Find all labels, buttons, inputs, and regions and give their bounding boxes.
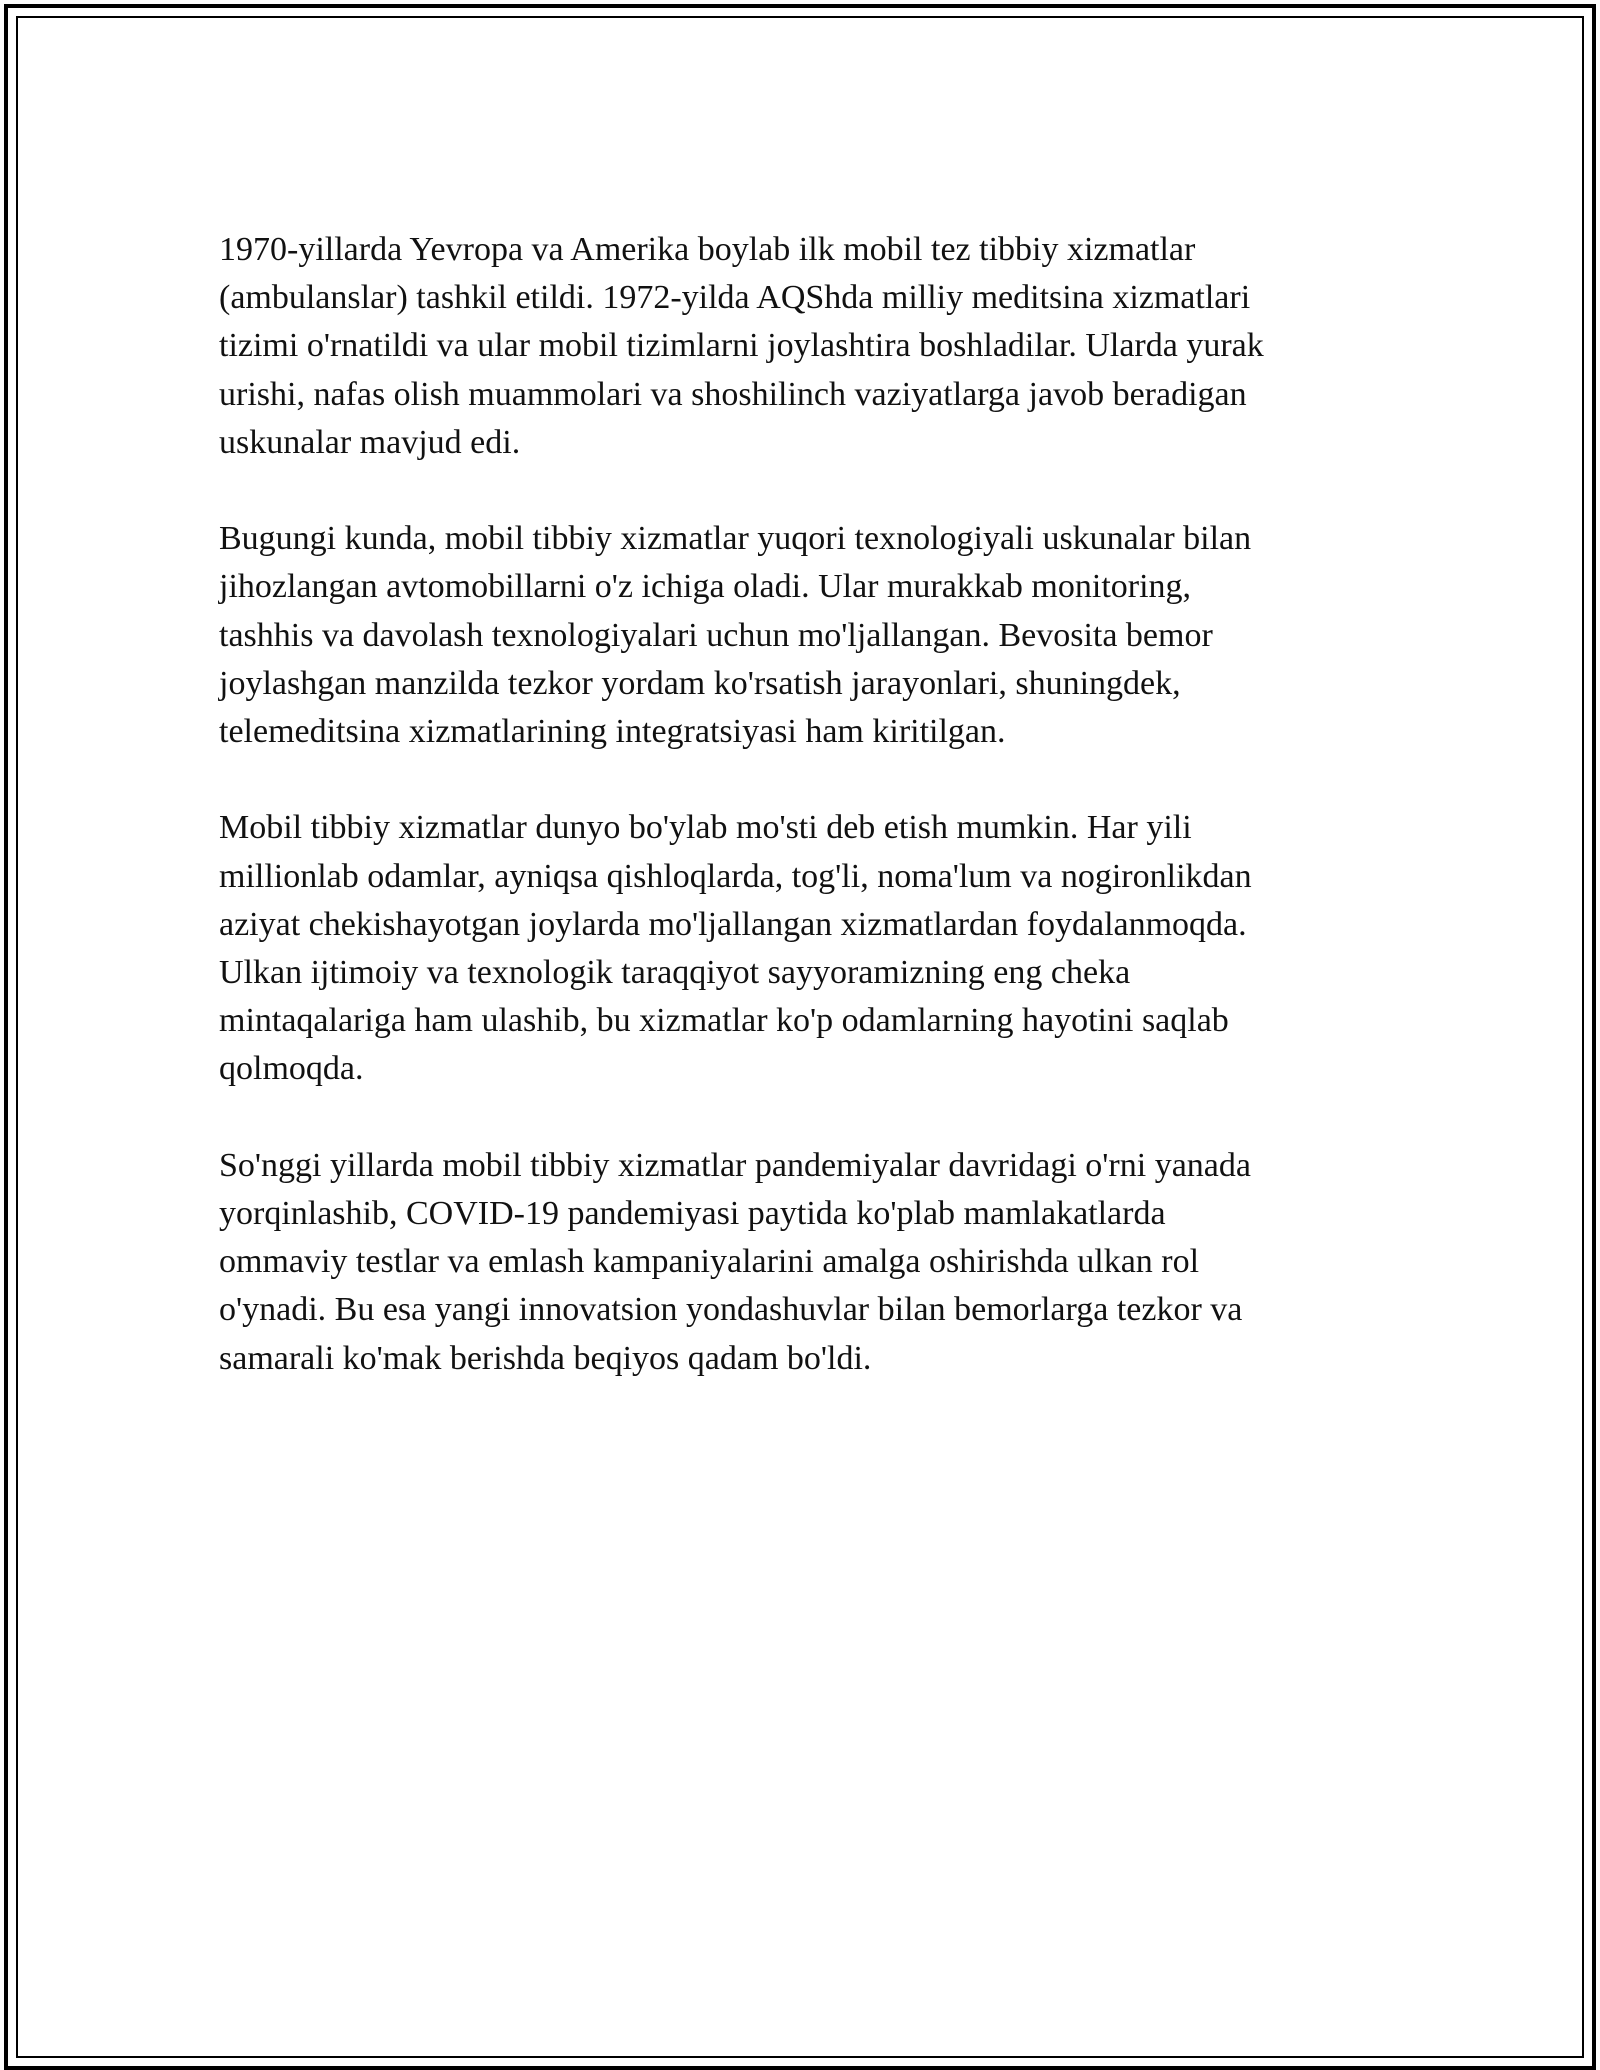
document-body [219, 226, 1379, 1431]
paragraph-history: 1970-yillarda Yevropa va Amerika boylab ilk mobil tez tibbiy xizmatlar (ambulanslar) tashkil etildi. 1972-yilda AQShda milliy meditsina xizmatlari tizimi o'rnatildi va ular mobil tizimlarni joylashtira boshladilar. Ularda yurak urishi, nafas olish muammolari va shoshilinch vaziyatlarga javob beradigan uskunalar mavjud edi. [219, 231, 1264, 461]
paragraph-pandemic-role: So'nggi yillarda mobil tibbiy xizmatlar pandemiyalar davridagi o'rni yanada yorqinlashib, COVID-19 pandemiyasi paytida ko'plab mamlakatlarda ommaviy testlar va emlash kampaniyalarini amalga oshirishda ulkan rol o'ynadi. Bu esa yangi innovatsion yondashuvlar bilan bemorlarga tezkor va samarali ko'mak berishda beqiyos qadam bo'ldi. [219, 1146, 1251, 1377]
paragraph-global-impact: Mobil tibbiy xizmatlar dunyo bo'ylab mo'sti deb etish mumkin. Har yili millionlab odamlar, ayniqsa qishloqlarda, tog'li, noma'lum va nogironlikdan aziyat chekishayotgan joylarda mo'ljallangan xizmatlardan foydalanmoqda. Ulkan ijtimoiy va texnologik taraqqiyot sayyoramizning eng cheka mintaqalariga ham ulashib, bu xizmatlar ko'p odamlarning hayotini saqlab qolmoqda. [219, 809, 1252, 1088]
paragraph-modern-services: Bugungi kunda, mobil tibbiy xizmatlar yuqori texnologiyali uskunalar bilan jihozlangan avtomobillarni o'z ichiga oladi. Ular murakkab monitoring, tashhis va davolash texnologiyalari uchun mo'ljallangan. Bevosita bemor joylashgan manzilda tezkor yordam ko'rsatish jarayonlari, shuningdek, telemeditsina xizmatlarining integratsiyasi ham kiritilgan. [219, 520, 1252, 751]
